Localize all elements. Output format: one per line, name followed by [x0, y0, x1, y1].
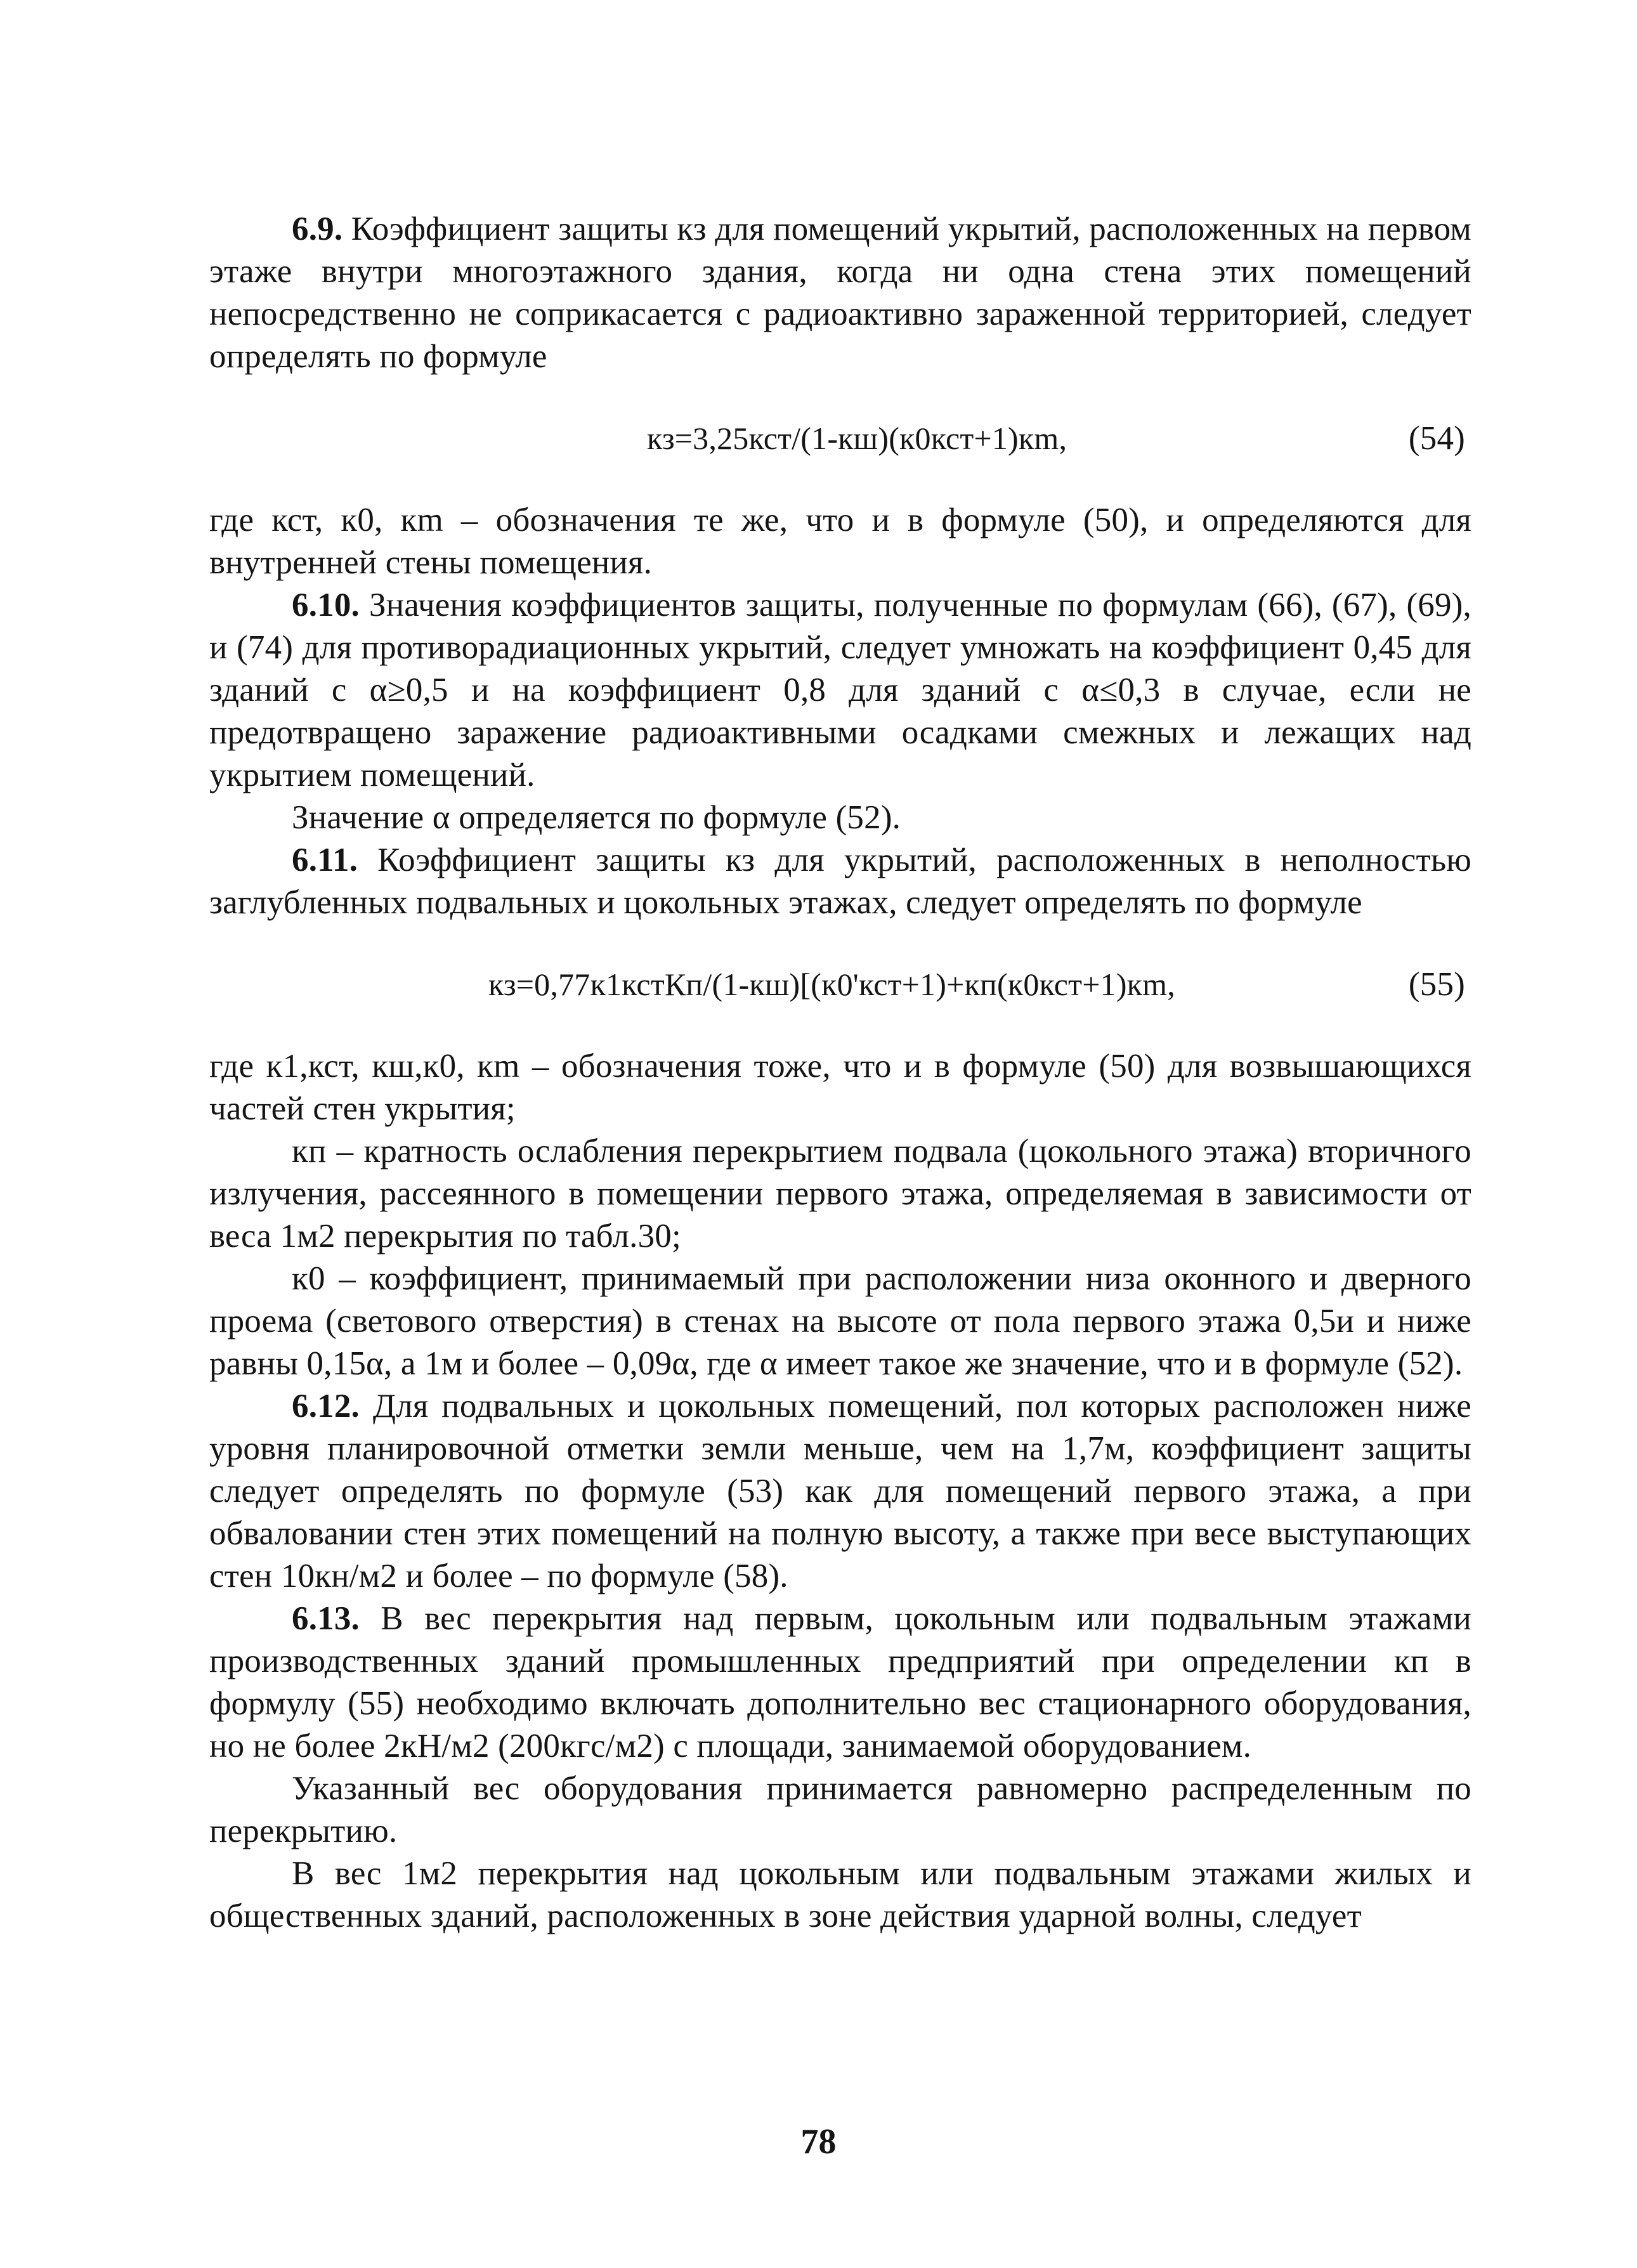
formula-54: кз=3,25кст/(1-кш)(к0кст+1)кm, — [647, 420, 1067, 456]
last-paragraph: В вес 1м2 перекрытия над цокольным или подвальным этажами жилых и общественных зданий, расположенных в зоне действия ударной волны, следует — [209, 1855, 1471, 1934]
equipment-note: Указанный вес оборудования принимается равномерно распределенным по перекрытию. — [209, 1770, 1471, 1849]
formula-55-row — [209, 963, 1471, 1006]
equation-number-54: (54) — [1408, 420, 1465, 457]
paragraph-6-13 — [209, 1598, 1471, 1768]
section-number: 6.10. — [292, 587, 360, 623]
definition-k0: к0 – коэффициент, принимаемый при расположении низа оконного и дверного проема (светового отверстия) в стенах на высоте от пола первого этажа 0,5и и ниже равны 0,15α, а 1м и более – 0,09α, где α имеет такое же значение, что и в формуле (52). — [209, 1260, 1471, 1382]
section-number: 6.9. — [292, 211, 343, 247]
paragraph-6-11 — [209, 839, 1471, 924]
paragraph-text: Коэффициент защиты кз для укрытий, расположенных в неполностью заглубленных подвальных и цокольных этажах, следует определять по формуле — [209, 842, 1471, 921]
paragraph-6-10 — [209, 584, 1471, 797]
formula-54-row — [209, 417, 1471, 460]
equation-number-55: (55) — [1408, 966, 1465, 1003]
section-number: 6.12. — [292, 1388, 360, 1424]
page-number: 78 — [800, 2122, 837, 2161]
section-number: 6.13. — [292, 1600, 360, 1637]
paragraph-text: В вес перекрытия над первым, цокольным или подвальным этажами производственных зданий промышленных предприятий при определении кп в формулу (55) необходимо включать дополнительно вес стационарного оборудования, но не более 2кН/м2 (200кгс/м2) с площади, занимаемой оборудованием. — [209, 1600, 1471, 1764]
formula-55: кз=0,77к1кстКп/(1-кш)[(к0'кст+1)+кп(к0кст+1)кm, — [488, 967, 1175, 1002]
paragraph-text: Значения коэффициентов защиты, полученные по формулам (66), (67), (69), и (74) для противорадиационных укрытий, следует умножать на коэффициент 0,45 для зданий с α≥0,5 и на коэффициент 0,8 для зданий с α≤0,3 в случае, если не предотвращено заражение радиоактивными осадками смежных и лежащих над укрытием помещений. — [209, 587, 1471, 793]
paragraph-text: Для подвальных и цокольных помещений, пол которых расположен ниже уровня планировочной отметки земли меньше, чем на 1,7м, коэффициент защиты следует определять по формуле (53) как для помещений первого этажа, а при обваловании стен этих помещений на полную высоту, а также при весе выступающих стен 10кн/м2 и более – по формуле (58). — [209, 1388, 1471, 1594]
paragraph-6-9 — [209, 208, 1471, 378]
formula-55-explanation: где к1,кст, кш,к0, кm – обозначения тоже, что и в формуле (50) для возвышающихся частей стен укрытия; — [209, 1048, 1471, 1127]
section-number: 6.11. — [292, 842, 358, 878]
formula-54-explanation: где кст, к0, кm – обозначения те же, что и в формуле (50), и определяются для внутренней стены помещения. — [209, 502, 1471, 581]
alpha-note: Значение α определяется по формуле (52). — [292, 799, 901, 836]
paragraph-text: Коэффициент защиты кз для помещений укрытий, расположенных на первом этаже внутри многоэтажного здания, когда ни одна стена этих помещений непосредственно не соприкасается с радиоактивно зараженной территорией, следует определять по формуле — [209, 211, 1471, 375]
definition-kp: кп – кратность ослабления перекрытием подвала (цокольного этажа) вторичного излучения, рассеянного в помещении первого этажа, определяемая в зависимости от веса 1м2 перекрытия по табл.30; — [209, 1133, 1471, 1255]
body-text — [209, 208, 1471, 1938]
paragraph-6-12 — [209, 1385, 1471, 1598]
